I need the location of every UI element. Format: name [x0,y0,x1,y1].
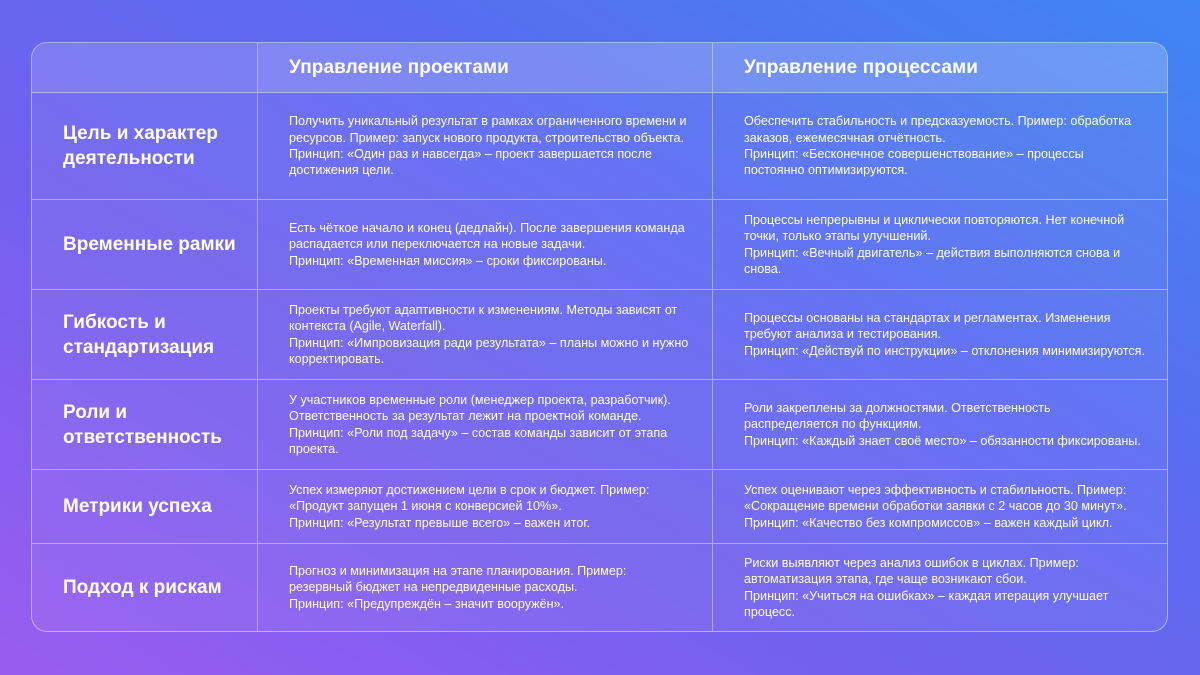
cell-description: Прогноз и минимизация на этапе планирования. Пример: резервный бюджет на непредвиденные расходы. [289,564,627,595]
process-cell [713,290,1167,380]
process-cell [713,544,1167,631]
cell-principle: Принцип: «Каждый знает своё место» – обязанности фиксированы. [744,433,1141,448]
cell-principle: Принцип: «Импровизация ради результата» – планы можно и нужно корректировать. [289,335,689,366]
row-header: Подход к рискам [32,544,258,631]
cell-description: Обеспечить стабильность и предсказуемость. Пример: обработка заказов, ежемесячная отчётность. [744,114,1132,145]
cell-principle: Принцип: «Предупреждён – значит вооружён». [289,596,565,611]
cell-principle: Принцип: «Временная миссия» – сроки фиксированы. [289,253,607,268]
project-cell [258,544,713,631]
process-cell [713,470,1167,544]
cell-principle: Принцип: «Действуй по инструкции» – отклонения минимизируются. [744,343,1145,358]
cell-description: Процессы непрерывны и циклически повторяются. Нет конечной точки, только этапы улучшений. [744,212,1125,244]
project-cell [258,93,713,200]
process-cell [713,380,1167,470]
cell-principle: Принцип: «Один раз и навсегда» – проект завершается после достижения цели. [289,147,652,178]
column-header-processes: Управление процессами [713,43,1167,93]
header-corner [32,43,258,93]
cell-principle: Принцип: «Качество без компромиссов» – важен каждый цикл. [744,515,1113,530]
column-header-projects: Управление проектами [258,43,713,93]
process-cell [713,200,1167,290]
project-cell [258,200,713,290]
cell-description: Риски выявляют через анализ ошибок в циклах. Пример: автоматизация этапа, где чаще возникают сбои. [744,555,1079,587]
comparison-table [31,42,1168,632]
cell-description: Процессы основаны на стандартах и регламентах. Изменения требуют анализа и тестирования. [744,311,1111,342]
cell-description: Успех измеряют достижением цели в срок и бюджет. Пример: «Продукт запущен 1 июня с конверсией 10%». [289,483,650,514]
cell-principle: Принцип: «Учиться на ошибках» – каждая итерация улучшает процесс. [744,588,1109,619]
cell-description: Роли закреплены за должностями. Ответственность распределяется по функциям. [744,401,1051,432]
cell-principle: Принцип: «Роли под задачу» – состав команды зависит от этапа проекта. [289,425,668,456]
cell-principle: Принцип: «Вечный двигатель» – действия выполняются снова и снова. [744,245,1121,276]
row-header: Роли и ответственность [32,380,258,470]
cell-description: У участников временные роли (менеджер проекта, разработчик). Ответственность за результат лежит на проектной команде. [289,392,671,424]
process-cell [713,93,1167,200]
row-header: Цель и характер деятельности [32,93,258,200]
cell-principle: Принцип: «Результат превыше всего» – важен итог. [289,515,590,530]
project-cell [258,290,713,380]
cell-description: Успех оценивают через эффективность и стабильность. Пример: «Сокращение времени обработки заявки с 2 часов до 30 минут». [744,483,1127,514]
cell-description: Есть чёткое начало и конец (дедлайн). После завершения команда распадается или переключается на новые задачи. [289,221,685,252]
row-header: Метрики успеха [32,470,258,544]
row-header: Временные рамки [32,200,258,290]
project-cell [258,380,713,470]
cell-description: Получить уникальный результат в рамках ограниченного времени и ресурсов. Пример: запуск нового продукта, строительство объекта. [289,114,687,145]
cell-description: Проекты требуют адаптивности к изменениям. Методы зависят от контекста (Agile, Waterfall). [289,302,678,334]
row-header: Гибкость и стандартизация [32,290,258,380]
project-cell [258,470,713,544]
cell-principle: Принцип: «Бесконечное совершенствование» – процессы постоянно оптимизируются. [744,147,1084,178]
